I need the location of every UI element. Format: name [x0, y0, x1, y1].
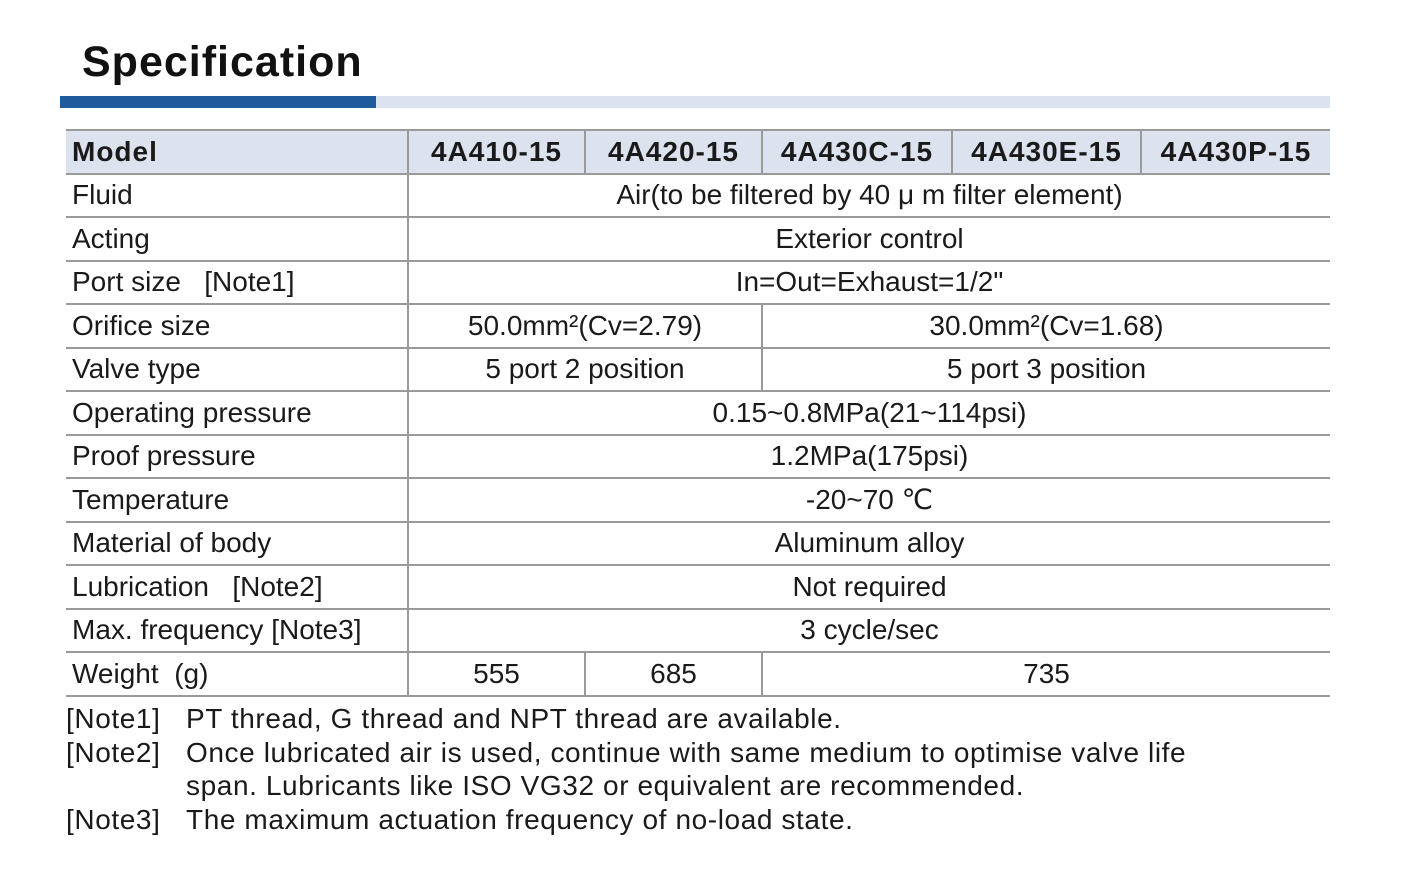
- row-label-lubrication: Lubrication [Note2]: [66, 565, 408, 609]
- table-row: [66, 391, 1330, 435]
- row-label-material: Material of body: [66, 522, 408, 566]
- row-label-temperature: Temperature: [66, 478, 408, 522]
- row-label-port-size: Port size [Note1]: [66, 261, 408, 305]
- note-text: PT thread, G thread and NPT thread are available.: [186, 703, 842, 734]
- table-row: [66, 174, 1330, 218]
- header-label: Model: [66, 130, 408, 174]
- value-lubrication: Not required: [408, 565, 1330, 609]
- value-fluid: Air(to be filtered by 40 μ m filter element): [408, 174, 1330, 218]
- table-row: [66, 348, 1330, 392]
- value-acting: Exterior control: [408, 217, 1330, 261]
- value-weight-4a420: 685: [585, 652, 762, 696]
- specification-table: [66, 129, 1330, 697]
- note-2-continuation: span. Lubricants like ISO VG32 or equivalent are recommended.: [186, 770, 1025, 801]
- table-row: [66, 522, 1330, 566]
- table-row: [66, 304, 1330, 348]
- value-max-frequency: 3 cycle/sec: [408, 609, 1330, 653]
- row-label-operating-pressure: Operating pressure: [66, 391, 408, 435]
- table-row: [66, 652, 1330, 696]
- note-3: [66, 803, 1186, 837]
- value-temperature: -20~70 ℃: [408, 478, 1330, 522]
- note-1: [66, 702, 1186, 736]
- value-orifice-size-3pos: 30.0mm²(Cv=1.68): [762, 304, 1330, 348]
- value-operating-pressure: 0.15~0.8MPa(21~114psi): [408, 391, 1330, 435]
- table-row: [66, 435, 1330, 479]
- model-4a430p: 4A430P-15: [1141, 130, 1330, 174]
- row-label-proof-pressure: Proof pressure: [66, 435, 408, 479]
- value-material: Aluminum alloy: [408, 522, 1330, 566]
- table-header-row: [66, 130, 1330, 174]
- table-row: [66, 609, 1330, 653]
- value-valve-type-3pos: 5 port 3 position: [762, 348, 1330, 392]
- page-title: Specification: [82, 38, 363, 86]
- row-label-max-frequency: Max. frequency [Note3]: [66, 609, 408, 653]
- value-orifice-size-2pos: 50.0mm²(Cv=2.79): [408, 304, 762, 348]
- row-label-acting: Acting: [66, 217, 408, 261]
- value-weight-4a430: 735: [762, 652, 1330, 696]
- value-weight-4a410: 555: [408, 652, 585, 696]
- note-tag: [Note3]: [66, 803, 161, 835]
- row-label-valve-type: Valve type: [66, 348, 408, 392]
- notes-section: [66, 702, 1186, 836]
- value-proof-pressure: 1.2MPa(175psi): [408, 435, 1330, 479]
- table-row: [66, 261, 1330, 305]
- table-row: [66, 217, 1330, 261]
- model-4a410: 4A410-15: [408, 130, 585, 174]
- note-tag: [Note1]: [66, 703, 161, 734]
- model-4a430e: 4A430E-15: [952, 130, 1141, 174]
- title-underline-accent: [60, 96, 376, 108]
- note-text: The maximum actuation frequency of no-load state.: [186, 803, 854, 835]
- table-row: [66, 478, 1330, 522]
- row-label-weight: Weight (g): [66, 652, 408, 696]
- table-row: [66, 565, 1330, 609]
- note-tag: [Note2]: [66, 736, 161, 768]
- model-4a430c: 4A430C-15: [762, 130, 952, 174]
- note-2: [66, 736, 1186, 770]
- value-valve-type-2pos: 5 port 2 position: [408, 348, 762, 392]
- row-label-fluid: Fluid: [66, 174, 408, 218]
- row-label-orifice-size: Orifice size: [66, 304, 408, 348]
- note-text: Once lubricated air is used, continue with same medium to optimise valve life: [186, 736, 1187, 768]
- model-4a420: 4A420-15: [585, 130, 762, 174]
- value-port-size: In=Out=Exhaust=1/2": [408, 261, 1330, 305]
